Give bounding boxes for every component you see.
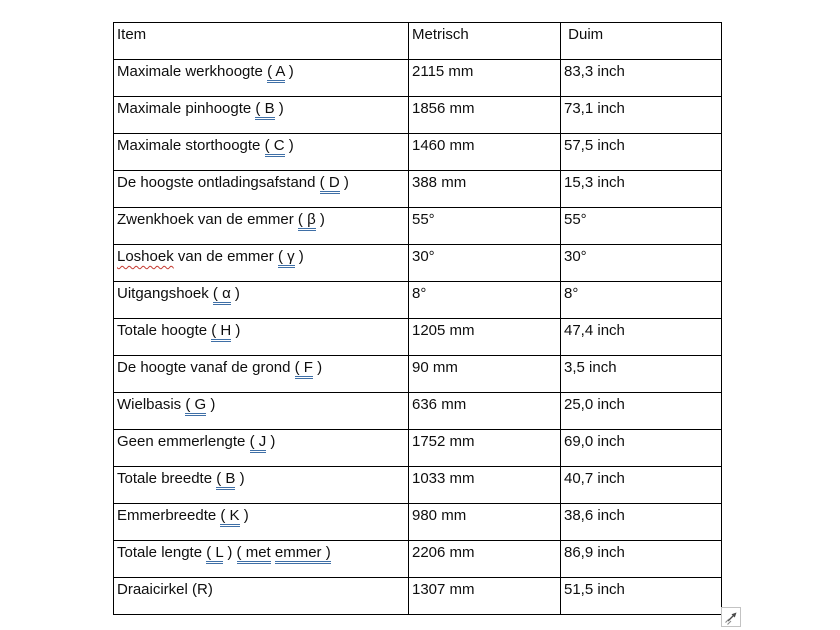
- table-row: [114, 282, 722, 319]
- metric-cell[interactable]: 30°: [409, 245, 561, 282]
- header-row: [114, 23, 722, 60]
- metric-cell[interactable]: 55°: [409, 208, 561, 245]
- metric-cell[interactable]: 1460 mm: [409, 134, 561, 171]
- metric-cell[interactable]: 636 mm: [409, 393, 561, 430]
- grammar-underlined-text: ( K: [220, 507, 239, 527]
- metric-cell[interactable]: 1033 mm: [409, 467, 561, 504]
- header-cell-metric[interactable]: Metrisch: [409, 23, 561, 60]
- duim-cell[interactable]: 69,0 inch: [561, 430, 722, 467]
- grammar-underlined-text: ( β: [298, 211, 316, 231]
- table-row: [114, 97, 722, 134]
- metric-cell[interactable]: 980 mm: [409, 504, 561, 541]
- metric-cell[interactable]: 1307 mm: [409, 578, 561, 615]
- duim-cell[interactable]: 86,9 inch: [561, 541, 722, 578]
- item-cell[interactable]: [114, 245, 409, 282]
- item-text: ): [284, 63, 294, 80]
- header-cell-duim[interactable]: Duim: [561, 23, 722, 60]
- item-text: van de emmer: [173, 248, 278, 265]
- item-cell[interactable]: [114, 97, 409, 134]
- grammar-underlined-text: ( F: [295, 359, 313, 379]
- item-text: Maximale storthoogte: [117, 137, 265, 154]
- grammar-underlined-text: ( J: [250, 433, 267, 453]
- metric-cell[interactable]: 90 mm: [409, 356, 561, 393]
- table-row: [114, 319, 722, 356]
- table-row: [114, 356, 722, 393]
- grammar-underlined-text: ( L: [206, 544, 223, 564]
- item-text: Totale hoogte: [117, 322, 212, 339]
- table-row: [114, 541, 722, 578]
- item-text: Geen emmerlengte: [117, 433, 250, 450]
- duim-cell[interactable]: 25,0 inch: [561, 393, 722, 430]
- specs-table-body: [114, 60, 722, 615]
- metric-cell[interactable]: 2206 mm: [409, 541, 561, 578]
- duim-cell[interactable]: 30°: [561, 245, 722, 282]
- duim-cell[interactable]: 40,7 inch: [561, 467, 722, 504]
- item-cell[interactable]: [114, 430, 409, 467]
- grammar-underlined-text: ( B: [216, 470, 235, 490]
- item-text: Totale lengte: [117, 544, 207, 561]
- item-text: ): [235, 470, 245, 487]
- header-cell-item[interactable]: Item: [114, 23, 409, 60]
- grammar-underlined-text: ( D: [320, 174, 340, 194]
- duim-cell[interactable]: 51,5 inch: [561, 578, 722, 615]
- item-cell[interactable]: [114, 541, 409, 578]
- metric-cell[interactable]: 1856 mm: [409, 97, 561, 134]
- duim-cell[interactable]: 57,5 inch: [561, 134, 722, 171]
- duim-cell[interactable]: 73,1 inch: [561, 97, 722, 134]
- table-resize-arrow-icon: [722, 608, 740, 626]
- table-row: [114, 578, 722, 615]
- item-text: ): [284, 137, 294, 154]
- metric-cell[interactable]: 1752 mm: [409, 430, 561, 467]
- table-row: [114, 245, 722, 282]
- metric-cell[interactable]: 1205 mm: [409, 319, 561, 356]
- item-text: Uitgangshoek: [117, 285, 213, 302]
- grammar-underlined-text: ( α: [213, 285, 231, 305]
- item-text: ): [315, 211, 325, 228]
- item-text: Maximale werkhoogte: [117, 63, 268, 80]
- item-text: ): [223, 544, 237, 561]
- duim-cell[interactable]: 3,5 inch: [561, 356, 722, 393]
- item-text: Wielbasis: [117, 396, 186, 413]
- specs-table: [113, 22, 722, 615]
- duim-cell[interactable]: 15,3 inch: [561, 171, 722, 208]
- item-cell[interactable]: [114, 208, 409, 245]
- item-cell[interactable]: [114, 319, 409, 356]
- table-row: [114, 60, 722, 97]
- item-text: ): [231, 322, 241, 339]
- grammar-underlined-text: ( G: [185, 396, 206, 416]
- table-row: [114, 134, 722, 171]
- item-cell[interactable]: [114, 60, 409, 97]
- duim-cell[interactable]: 47,4 inch: [561, 319, 722, 356]
- grammar-underlined-text: ( γ: [278, 248, 295, 268]
- duim-cell[interactable]: 83,3 inch: [561, 60, 722, 97]
- table-resize-handle[interactable]: [721, 607, 741, 627]
- item-text: ): [266, 433, 276, 450]
- duim-cell[interactable]: 38,6 inch: [561, 504, 722, 541]
- item-text: ): [239, 507, 249, 524]
- metric-cell[interactable]: 8°: [409, 282, 561, 319]
- table-row: [114, 504, 722, 541]
- item-cell[interactable]: [114, 578, 409, 615]
- item-text: ): [339, 174, 349, 191]
- metric-cell[interactable]: 2115 mm: [409, 60, 561, 97]
- item-cell[interactable]: [114, 134, 409, 171]
- specs-table-container: [113, 22, 722, 615]
- item-cell[interactable]: [114, 504, 409, 541]
- table-row: [114, 467, 722, 504]
- table-row: [114, 171, 722, 208]
- item-text: De hoogte vanaf de grond: [117, 359, 295, 376]
- item-text: ): [206, 396, 216, 413]
- grammar-underlined-text: ( H: [211, 322, 231, 342]
- table-row: [114, 393, 722, 430]
- item-cell[interactable]: [114, 171, 409, 208]
- item-text: ): [230, 285, 240, 302]
- item-text: Draaicirkel (R): [117, 581, 213, 598]
- table-row: [114, 208, 722, 245]
- spelling-error-text: Loshoek: [117, 248, 174, 265]
- duim-cell[interactable]: 8°: [561, 282, 722, 319]
- grammar-underlined-text: emmer ): [275, 544, 331, 564]
- grammar-underlined-text: ( A: [267, 63, 285, 83]
- item-cell[interactable]: [114, 467, 409, 504]
- item-cell[interactable]: [114, 282, 409, 319]
- item-text: ): [294, 248, 304, 265]
- specs-table-header: [114, 23, 722, 60]
- duim-cell[interactable]: 55°: [561, 208, 722, 245]
- item-text: ): [274, 100, 284, 117]
- grammar-underlined-text: ( B: [255, 100, 274, 120]
- table-row: [114, 430, 722, 467]
- item-text: Zwenkhoek van de emmer: [117, 211, 298, 228]
- item-text: Emmerbreedte: [117, 507, 221, 524]
- item-text: ): [312, 359, 323, 376]
- grammar-underlined-text: ( C: [265, 137, 285, 157]
- item-text: Maximale pinhoogte: [117, 100, 256, 117]
- item-cell[interactable]: [114, 356, 409, 393]
- item-text: Totale breedte: [117, 470, 217, 487]
- metric-cell[interactable]: 388 mm: [409, 171, 561, 208]
- grammar-underlined-text: ( met: [237, 544, 271, 564]
- item-cell[interactable]: [114, 393, 409, 430]
- item-text: De hoogste ontladingsafstand: [117, 174, 320, 191]
